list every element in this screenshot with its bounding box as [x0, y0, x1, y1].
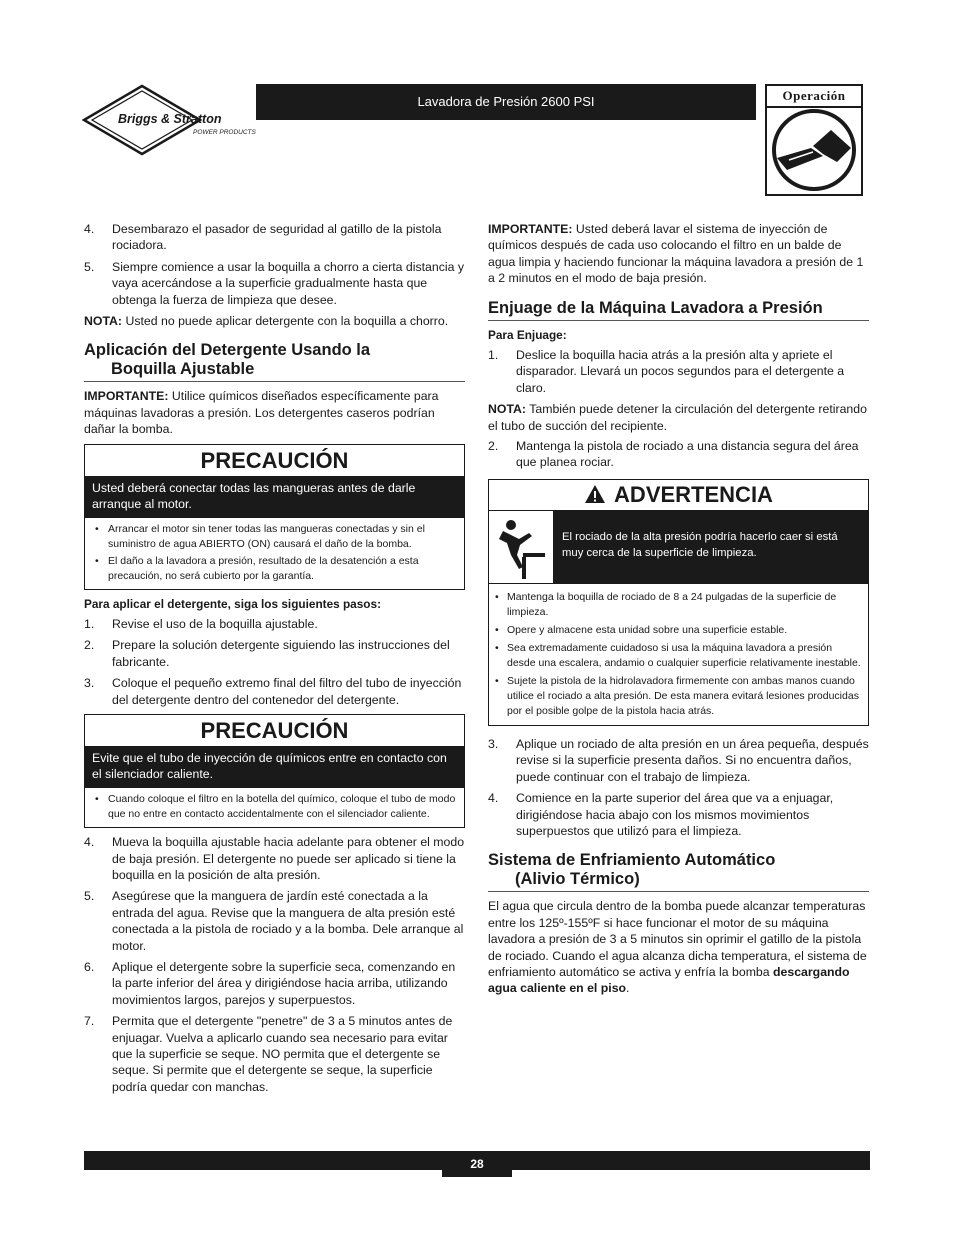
warning-bullets	[489, 583, 868, 725]
bullet-item: • Sujete la pistola de la hidrolavadora firmemente con ambas manos cuando utilice el rociado a alta presión. De esta manera evitará lesiones producidas por el posible golpe de la pistola hacia atrás.	[494, 674, 861, 719]
spray-gun-icon	[767, 108, 861, 196]
list-item: 3. Coloque el pequeño extremo final del filtro del tubo de inyección del detergente dentro del contenedor del detergente.	[84, 676, 462, 707]
brand-subtitle: POWER PRODUCTS	[193, 129, 256, 136]
bullet-item: • Cuando coloque el filtro en la botella del químico, coloque el tubo de modo que no entre en contacto accidentalmente con el silenciador caliente.	[92, 792, 457, 822]
caution-banner: Usted deberá conectar todas las mangueras antes de darle arranque al motor.	[85, 476, 464, 518]
list-item: 5. Asegúrese que la manguera de jardín esté conectada a la entrada del agua. Revise que la manguera de alta presión esté conectada a la pistola de rociado y a la bomba. Dele arranque al motor.	[84, 889, 464, 953]
right-column	[488, 221, 869, 1001]
warning-banner-row	[489, 510, 868, 583]
caution-bullets	[85, 518, 464, 589]
section-tab	[765, 84, 863, 196]
caution-bullets	[85, 788, 464, 827]
note-paragraph: NOTA: Usted no puede aplicar detergente con la boquilla a chorro.	[84, 314, 449, 329]
bullet-item: • Mantenga la boquilla de rociado de 8 a 24 pulgadas de la superficie de limpieza.	[494, 590, 861, 620]
warning-box	[488, 479, 869, 726]
list-item: 1. Deslice la boquilla hacia atrás a la presión alta y apriete el disparador. Llevará un pocos segundos para el detergente a claro.	[488, 348, 845, 395]
briggs-stratton-logo	[82, 84, 257, 156]
rinse-label: Para Enjuage:	[488, 327, 567, 342]
list-item: 1. Revise el uso de la boquilla ajustable.	[84, 617, 318, 632]
list-item: 3. Aplique un rociado de alta presión en un área pequeña, después revise si la superficie presenta daños. Si no encuentra daños, puede continuar con el trabajo de limpieza.	[488, 736, 869, 784]
list-item: 4. Mueva la boquilla ajustable hacia adelante para obtener el modo de baja presión. El detergente no puede ser aplicado si tiene la boquilla en la posición de alta presión.	[84, 835, 465, 882]
section-heading-detergent: Aplicación del Detergente Usando la Boquilla Ajustable	[84, 341, 465, 382]
caution-title: PRECAUCIÓN	[200, 447, 349, 473]
list-item: 5. Siempre comience a usar la boquilla a chorro a cierta distancia y vaya acercándose a la superficie gradualmente hasta que obtenga la fuerza de limpieza que desee.	[84, 259, 465, 307]
section-tab-label: Operación	[767, 86, 861, 108]
list-item: 7. Permita que el detergente "penetre" de 3 a 5 minutos antes de enjuagar. Vuelva a aplicarlo cuando sea necesario para evitar que la superficie se seque. NO permita que el detergente se seque. Si permite que el detergente se seque, la superficie podría quedar con manchas.	[84, 1014, 453, 1094]
important-paragraph: IMPORTANTE: Utilice químicos diseñados específicamente para máquinas lavadoras a presión. Los detergentes caseros podrían dañar la bomba.	[84, 389, 439, 437]
section-heading-rinse: Enjuage de la Máquina Lavadora a Presión	[488, 299, 869, 321]
important-paragraph: IMPORTANTE: Usted deberá lavar el sistema de inyección de químicos después de cada uso colocando el filtro en un balde de agua limpia y haciendo funcionar la máquina lavadora a presión de 1 a 2 minutos en el modo de baja presión.	[488, 222, 864, 286]
warning-title-row	[489, 480, 868, 510]
caution-box	[84, 714, 465, 828]
bullet-item: • Sea extremadamente cuidadoso si usa la máquina lavadora a presión desde una escalera, andamio o cualquier superficie relativamente inestable.	[494, 641, 861, 671]
warning-title: ADVERTENCIA	[614, 481, 773, 507]
bullet-item: • Opere y almacene esta unidad sobre una superficie estable.	[494, 623, 861, 638]
slip-fall-icon	[489, 511, 554, 583]
section-heading-cooling: Sistema de Enfriamiento Automático (Alivio Térmico)	[488, 851, 869, 892]
list-item: 2. Mantenga la pistola de rociado a una distancia segura del área que planea rociar.	[488, 439, 859, 470]
list-item: 4. Comience en la parte superior del área que va a enjuagar, dirigiéndose hacia abajo con los mismos movimientos superpuestos que utilizó para el limpieza.	[488, 791, 834, 838]
steps-intro: Para aplicar el detergente, siga los siguientes pasos:	[84, 596, 382, 611]
caution-title: PRECAUCIÓN	[200, 718, 349, 744]
list-item: 4. Desembarazo el pasador de seguridad al gatillo de la pistola rociadora.	[84, 222, 442, 253]
warning-triangle-icon	[584, 484, 606, 504]
bullet-item: • Arrancar el motor sin tener todas las mangueras conectadas y sin el suministro de agua ABIERTO (ON) causará el daño de la bomba.	[92, 522, 457, 552]
document-title: Lavadora de Presión 2600 PSI	[256, 84, 756, 120]
bullet-item: • El daño a la lavadora a presión, resultado de la desatención a esta precaución, no será cubierto por la garantía.	[92, 554, 457, 584]
caution-banner: Evite que el tubo de inyección de químicos entre en contacto con el silenciador caliente.	[85, 746, 464, 788]
list-item: 2. Prepare la solución detergente siguiendo las instrucciones del fabricante.	[84, 638, 450, 669]
note-paragraph: NOTA: También puede detener la circulación del detergente retirando el tubo de succión del recipiente.	[488, 402, 867, 433]
left-column	[84, 221, 465, 1100]
list-item: 6. Aplique el detergente sobre la superficie seca, comenzando en la parte inferior del área y dirigiéndose hacia arriba, utilizando movimientos largos, parejos y superpuestos.	[84, 959, 456, 1007]
warning-banner: El rociado de la alta presión podría hacerlo caer si está muy cerca de la superficie de limpieza.	[554, 511, 868, 583]
page-number: 28	[442, 1151, 512, 1177]
brand-name: Briggs & Stratton	[118, 112, 222, 126]
cooling-paragraph: El agua que circula dentro de la bomba puede alcanzar temperaturas entre los 125º-155ºF si hace funcionar el motor de su máquina lavadora a presión de 3 a 5 minutos sin oprimir el gatillo de la pistola de rociado. Cuando el agua alcanza dicha temperatura, el sistema de enfriamiento automático se activa y enfría la bomba descargando agua caliente en el piso.	[488, 899, 867, 996]
caution-box	[84, 444, 465, 590]
